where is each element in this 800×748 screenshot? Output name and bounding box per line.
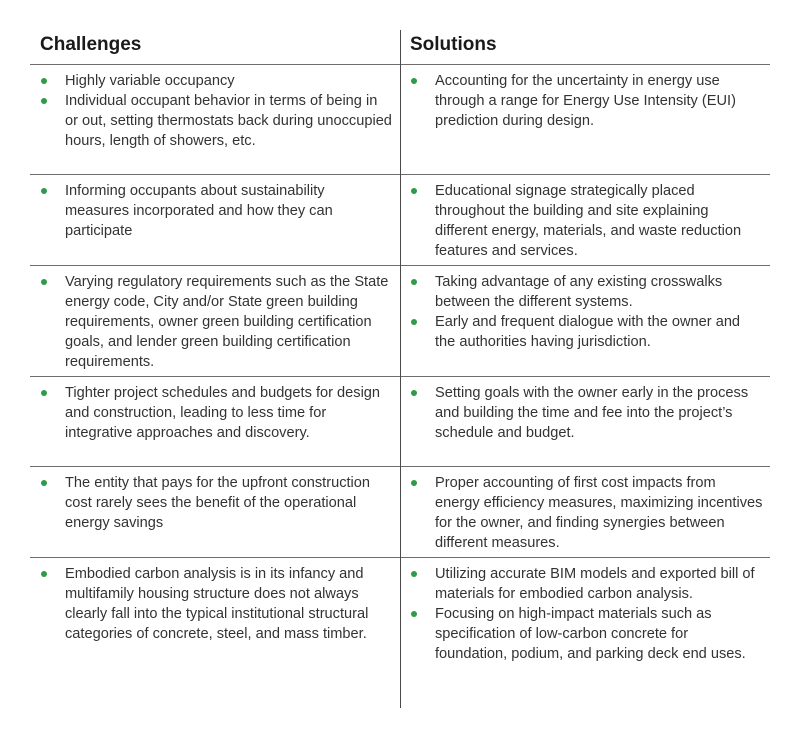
bullet-icon [411,571,417,577]
bullet-icon [41,480,47,486]
challenge-cell [30,377,400,466]
solution-cell [400,266,770,376]
challenge-cell [30,467,400,557]
list-item: Tighter project schedules and budgets for design and construction, leading to less time for integrative approaches and discovery. [40,383,392,443]
solution-cell [400,558,770,709]
challenge-cell [30,175,400,265]
list-item: Setting goals with the owner early in the process and building the time and fee into the project’s schedule and budget. [410,383,764,443]
bullet-icon [41,98,47,104]
list-item: Individual occupant behavior in terms of being in or out, setting thermostats back during unoccupied hours, length of showers, etc. [40,91,392,151]
bullet-icon [411,480,417,486]
bullet-icon [41,279,47,285]
list-item: Educational signage strategically placed throughout the building and site explaining different energy, materials, and waste reduction features and services. [410,181,764,261]
bullet-icon [411,319,417,325]
list-item: Focusing on high-impact materials such as specification of low-carbon concrete for foundation, podium, and parking deck end uses. [410,604,764,664]
column-divider [400,30,401,708]
challenges-solutions-table [30,30,770,709]
bullet-icon [41,390,47,396]
solution-cell [400,467,770,557]
list-item: Informing occupants about sustainability measures incorporated and how they can participate [40,181,392,241]
solution-cell [400,65,770,174]
solution-cell [400,175,770,265]
header-solutions: Solutions [410,34,497,55]
bullet-icon [411,188,417,194]
challenge-cell [30,65,400,174]
list-item: The entity that pays for the upfront construction cost rarely sees the benefit of the operational energy savings [40,473,392,533]
bullet-icon [41,78,47,84]
bullet-icon [411,390,417,396]
list-item: Highly variable occupancy [40,71,392,91]
header-challenges: Challenges [40,34,142,55]
list-item: Varying regulatory requirements such as the State energy code, City and/or State green building requirements, owner green building certification goals, and lender green building certification requirements. [40,272,392,372]
solution-cell [400,377,770,466]
list-item: Taking advantage of any existing crosswalks between the different systems. [410,272,764,312]
bullet-icon [411,78,417,84]
list-item: Embodied carbon analysis is in its infancy and multifamily housing structure does not always clearly fall into the typical institutional structural categories of concrete, steel, and mass timber. [40,564,392,644]
list-item: Utilizing accurate BIM models and exported bill of materials for embodied carbon analysis. [410,564,764,604]
list-item: Accounting for the uncertainty in energy use through a range for Energy Use Intensity (EUI) prediction during design. [410,71,764,131]
bullet-icon [41,188,47,194]
challenge-cell [30,558,400,709]
bullet-icon [41,571,47,577]
list-item: Proper accounting of first cost impacts from energy efficiency measures, maximizing incentives for the owner, and finding synergies between different measures. [410,473,764,553]
bullet-icon [411,279,417,285]
list-item: Early and frequent dialogue with the owner and the authorities having jurisdiction. [410,312,764,352]
challenge-cell [30,266,400,376]
bullet-icon [411,611,417,617]
